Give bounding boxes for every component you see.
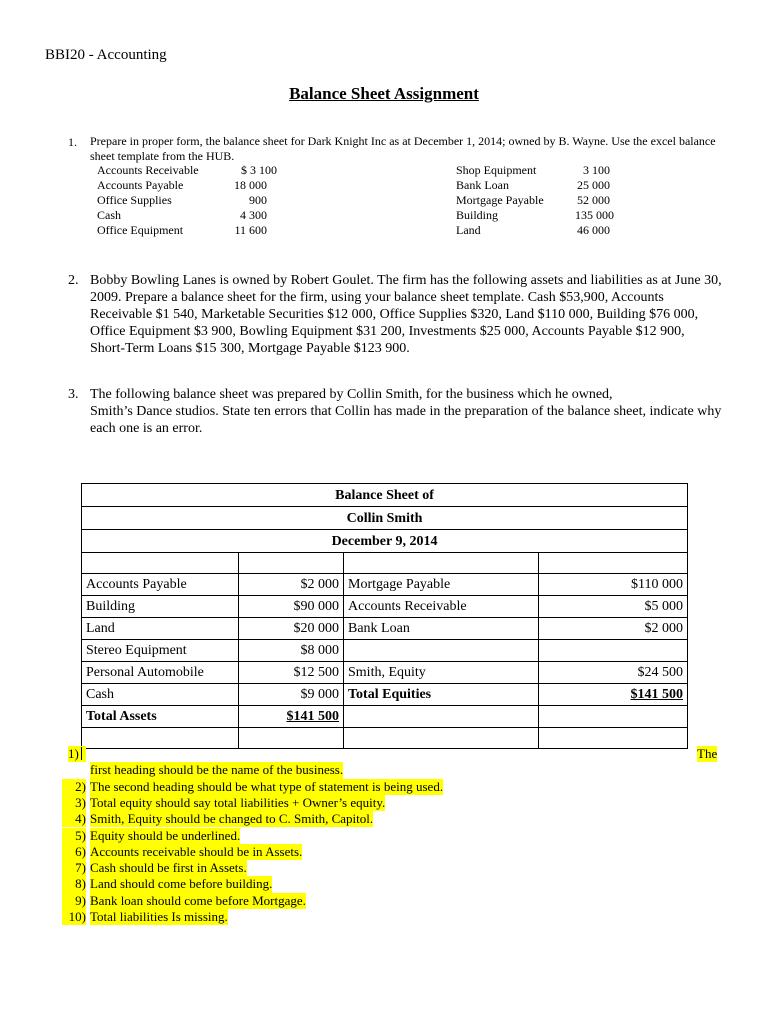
table-row: Building $90 000 Accounts Receivable $5 000 xyxy=(82,596,688,618)
table-row: Stereo Equipment $8 000 xyxy=(82,640,688,662)
question-2-text: Bobby Bowling Lanes is owned by Robert Goulet. The firm has the following assets and liabilities as at June 30, 2009. Prepare a balance sheet for the firm, using your balance sheet template. Cash $53,900, Accounts Receivable $1 540, Marketable Securities $12 000, Office Supplies $320, Land $110 000, Building $76 000, Office Equipment $3 900, Bowling Equipment $31 200, Investments $25 000, Accounts Payable $12 900, Short-Term Loans $15 300, Mortgage Payable $123 900. xyxy=(90,273,722,356)
q1-left-list: Accounts Receivable $ 3 100 Accounts Payable 18 000 Office Supplies 900 Cash 4 300 Office Equipment 11 600 xyxy=(97,163,277,237)
balance-sheet-table xyxy=(81,483,688,749)
table-row: Personal Automobile $12 500 Smith, Equity $24 500 xyxy=(82,662,688,684)
question-1-number: 1. xyxy=(68,135,77,149)
page-title: Balance Sheet Assignment xyxy=(289,84,479,103)
question-1-text: Prepare in proper form, the balance sheet for Dark Knight Inc as at December 1, 2014; owned by B. Wayne. Use the excel balance sheet template from the HUB. xyxy=(90,134,716,163)
table-row: Accounts Payable $2 000 Mortgage Payable $110 000 xyxy=(82,574,688,596)
balance-sheet-heading-1: Balance Sheet of xyxy=(82,484,688,507)
balance-sheet-heading-2: Collin Smith xyxy=(82,507,688,530)
table-row: Total Assets $141 500 xyxy=(82,706,688,728)
answer-1-number: 1) xyxy=(68,746,86,762)
question-3-line-2: Smith’s Dance studios. State ten errors that Collin has made in the preparation of the balance sheet, indicate why each one is an error. xyxy=(90,404,722,436)
balance-sheet-heading-3: December 9, 2014 xyxy=(82,530,688,553)
table-row: Land $20 000 Bank Loan $2 000 xyxy=(82,618,688,640)
question-2-number: 2. xyxy=(68,273,79,288)
table-row xyxy=(82,553,688,574)
question-3-number: 3. xyxy=(68,387,79,402)
answer-1-text: first heading should be the name of the business. xyxy=(90,762,344,778)
answers-list: 1) The first heading should be the name of the business. 2) The second heading should be what type of statement is being used. 3) Total equity should say total liabilities + Owner’s equity. 4) Smith, Equity should be changed to C. Smith, Capitol. 5) Equity should be underlined. 6) Accounts receivable should be in Assets. 7) Cash should be first in Assets. 8) Land should come before building. 9) Bank loan should come before Mortgage. 10) Total liabilities Is missing. xyxy=(0,746,768,936)
q1-right-list: Shop Equipment 3 100 Bank Loan 25 000 Mortgage Payable 52 000 Building 135 000 Land 46 000 xyxy=(456,163,614,237)
answer-1-tail: The xyxy=(697,746,718,761)
question-3-line-1: The following balance sheet was prepared by Collin Smith, for the business which he owned, xyxy=(90,387,613,402)
table-row: Cash $9 000 Total Equities $141 500 xyxy=(82,684,688,706)
course-title: BBI20 - Accounting xyxy=(45,47,167,63)
